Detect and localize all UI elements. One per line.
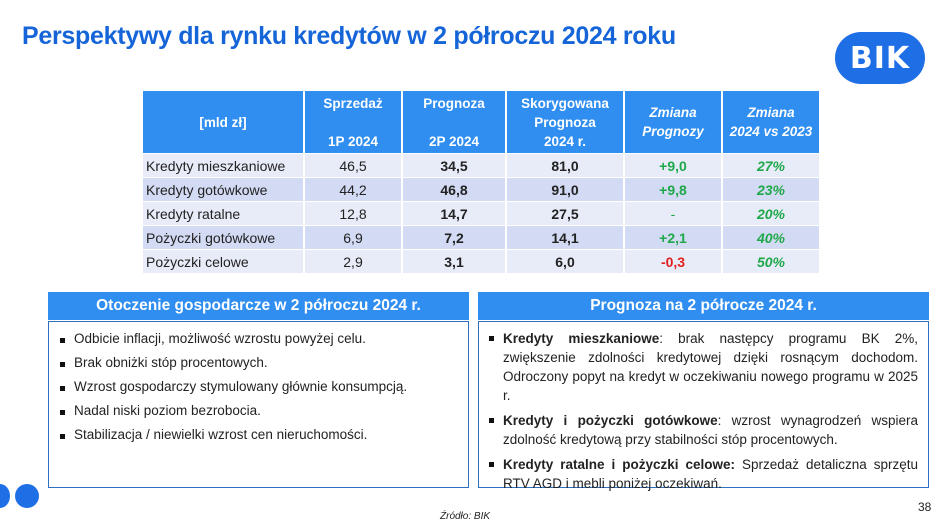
cell-forecast-change: +2,1 [625, 226, 721, 249]
list-item [487, 455, 918, 493]
list-item: Nadal niski poziom bezrobocia. [58, 403, 458, 419]
row-label: Pożyczki celowe [143, 250, 303, 273]
page-number: 38 [918, 500, 932, 514]
cell-forecast-2p: 3,1 [403, 250, 505, 273]
table-row [143, 250, 819, 273]
table-header-row [143, 91, 819, 153]
economic-outlook-list [58, 331, 458, 443]
page-title: Perspektywy dla rynku kredytów w 2 półroczu 2024 roku [22, 22, 676, 50]
item-bold: Kredyty i pożyczki gotówkowe [503, 413, 718, 428]
cell-yoy-change: 27% [723, 154, 819, 177]
cell-sales-1p: 46,5 [305, 154, 401, 177]
cell-yoy-change: 50% [723, 250, 819, 273]
row-label: Kredyty mieszkaniowe [143, 154, 303, 177]
list-item: Odbicie inflacji, możliwość wzrostu powyżej celu. [58, 331, 458, 347]
cell-sales-1p: 12,8 [305, 202, 401, 225]
cell-yoy-change: 20% [723, 202, 819, 225]
header-sales-1p: Sprzedaż 1P 2024 [305, 91, 401, 153]
forecast-header: Prognoza na 2 półrocze 2024 r. [478, 292, 929, 320]
bik-logo: BIK [835, 32, 925, 84]
cell-adjusted-forecast: 27,5 [507, 202, 623, 225]
cell-sales-1p: 6,9 [305, 226, 401, 249]
cell-sales-1p: 2,9 [305, 250, 401, 273]
table-row [143, 226, 819, 249]
table-row [143, 154, 819, 177]
cell-yoy-change: 23% [723, 178, 819, 201]
economic-outlook-header: Otoczenie gospodarcze w 2 półroczu 2024 r. [48, 292, 469, 320]
table-row [143, 178, 819, 201]
forecast-list [487, 329, 918, 493]
list-item: Wzrost gospodarczy stymulowany głównie konsumpcją. [58, 379, 458, 395]
forecast-panel [478, 321, 929, 491]
cell-yoy-change: 40% [723, 226, 819, 249]
cell-forecast-change: -0,3 [625, 250, 721, 273]
list-item: Brak obniżki stóp procentowych. [58, 355, 458, 371]
item-text: Sprzedaż detaliczna sprzętu RTV AGD i mebli poniżej oczekiwań. [503, 457, 918, 491]
list-item: Stabilizacja / niewielki wzrost cen nieruchomości. [58, 427, 458, 443]
cell-forecast-change: +9,8 [625, 178, 721, 201]
header-forecast-2p: Prognoza 2P 2024 [403, 91, 505, 153]
cell-sales-1p: 44,2 [305, 178, 401, 201]
decorative-dot [0, 484, 10, 508]
cell-forecast-2p: 14,7 [403, 202, 505, 225]
row-label: Pożyczki gotówkowe [143, 226, 303, 249]
cell-adjusted-forecast: 14,1 [507, 226, 623, 249]
list-item [487, 329, 918, 405]
item-text: : wzrost wynagrodzeń wspiera zdolność kredytową przy stabilności stóp procentowych. [503, 413, 918, 447]
source-note: Źródło: BIK [440, 511, 491, 522]
header-yoy-change: Zmiana 2024 vs 2023 [723, 91, 819, 153]
cell-adjusted-forecast: 91,0 [507, 178, 623, 201]
item-bold: Kredyty mieszkaniowe [503, 331, 660, 346]
header-forecast-change: Zmiana Prognozy [625, 91, 721, 153]
cell-adjusted-forecast: 6,0 [507, 250, 623, 273]
table-row [143, 202, 819, 225]
cell-adjusted-forecast: 81,0 [507, 154, 623, 177]
cell-forecast-2p: 46,8 [403, 178, 505, 201]
economic-outlook-panel [48, 321, 469, 488]
credit-forecast-table [141, 90, 821, 274]
decorative-dot [15, 484, 39, 508]
cell-forecast-change: - [625, 202, 721, 225]
row-label: Kredyty ratalne [143, 202, 303, 225]
header-unit: [mld zł] [143, 91, 303, 153]
item-bold: Kredyty ratalne i pożyczki celowe: [503, 457, 735, 472]
header-adjusted-forecast: Skorygowana Prognoza 2024 r. [507, 91, 623, 153]
row-label: Kredyty gotówkowe [143, 178, 303, 201]
cell-forecast-change: +9,0 [625, 154, 721, 177]
cell-forecast-2p: 7,2 [403, 226, 505, 249]
list-item [487, 411, 918, 449]
item-text: : brak następcy programu BK 2%, zwiększenie zdolności kredytowej dzięki rosnącym dochodom. Odroczony popyt na kredyt w oczekiwaniu nowego programu w 2025 r. [503, 331, 918, 403]
cell-forecast-2p: 34,5 [403, 154, 505, 177]
